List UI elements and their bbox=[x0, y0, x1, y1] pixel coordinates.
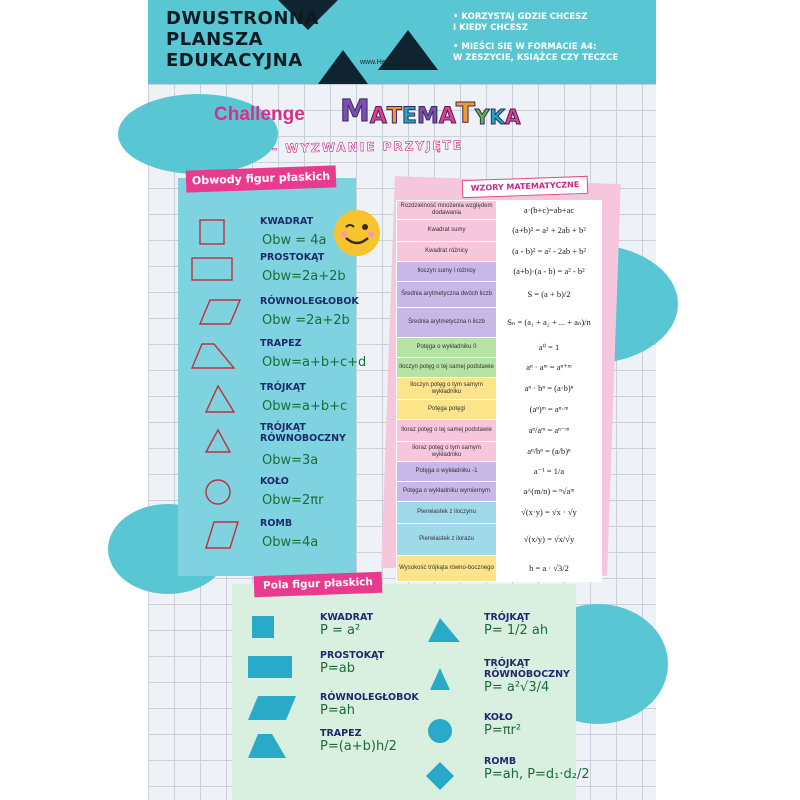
title-letter: T bbox=[455, 96, 475, 129]
area-formula: P = a² bbox=[320, 623, 361, 638]
area-formula: P= a²√3/4 bbox=[484, 680, 550, 695]
perimeter-formula: Obw = 4a bbox=[262, 233, 327, 248]
figure-name: KOŁO bbox=[484, 712, 513, 723]
figure-name: TRÓJKĄT bbox=[260, 382, 306, 393]
title-letter: M bbox=[340, 94, 370, 129]
shape-icon bbox=[188, 296, 248, 332]
shape-icon bbox=[246, 614, 300, 651]
figure-name: PROSTOKĄT bbox=[320, 650, 385, 661]
shape-icon bbox=[188, 252, 248, 288]
formula-value: (a+b)·(a - b) = a² - b² bbox=[497, 262, 602, 282]
formula-value: a⁻¹ = 1/a bbox=[497, 462, 602, 482]
shape-icon bbox=[188, 476, 248, 512]
figure-name: KWADRAT bbox=[320, 612, 374, 623]
formula-name: Potęga o wykładniku wymiernym bbox=[397, 482, 497, 502]
shape-icon bbox=[424, 760, 464, 797]
shape-icon bbox=[424, 662, 464, 699]
header-title-line: PLANSZA bbox=[166, 29, 264, 50]
area-formula: P=(a+b)h/2 bbox=[320, 739, 397, 754]
header-bullet-line: • MIEŚCI SIĘ W FORMACIE A4: bbox=[453, 42, 597, 52]
perimeter-formula: Obw=3a bbox=[262, 453, 319, 468]
header-bullet-line: • KORZYSTAJ GDZIE CHCESZ bbox=[453, 12, 588, 22]
title-letter: T bbox=[386, 104, 402, 129]
formula-row bbox=[397, 220, 602, 242]
wzory-title: WZORY MATEMATYCZNE bbox=[462, 176, 589, 198]
formula-value: (a - b)² = a² - 2ab + b² bbox=[497, 242, 602, 262]
title-letter: A bbox=[504, 105, 521, 129]
formula-value: a^(m/n) = ⁿ√aᵐ bbox=[497, 482, 602, 502]
formula-name: Iloczyn potęg o tym samym wykładniku bbox=[397, 378, 497, 400]
formula-value: S = (a + b)/2 bbox=[497, 282, 602, 308]
pola-title: Pola figur płaskich bbox=[254, 572, 383, 597]
formula-name: Potęga o wykładniku -1 bbox=[397, 462, 497, 482]
pola-item bbox=[320, 692, 419, 718]
header-title bbox=[166, 8, 319, 71]
formula-row bbox=[397, 462, 602, 482]
area-formula: P=ah bbox=[320, 703, 355, 718]
obwody-item bbox=[188, 216, 358, 256]
shape-icon bbox=[188, 422, 248, 458]
formula-row bbox=[397, 358, 602, 378]
obwody-item bbox=[188, 422, 358, 468]
formula-row bbox=[397, 338, 602, 358]
formula-row bbox=[397, 556, 602, 582]
formula-name: Pierwiastek z iloczynu bbox=[397, 502, 497, 524]
figure-name: TRAPEZ bbox=[320, 728, 362, 739]
formula-value: aⁿ/aᵐ = aⁿ⁻ᵐ bbox=[497, 420, 602, 442]
formula-name: Potęga o wykładniku 0 bbox=[397, 338, 497, 358]
formula-row bbox=[397, 524, 602, 556]
figure-name: TRÓJKĄT bbox=[484, 612, 530, 623]
formula-row bbox=[397, 242, 602, 262]
formula-name: Potęga potęgi bbox=[397, 400, 497, 420]
obwody-title: Obwody figur płaskich bbox=[186, 165, 337, 192]
shape-icon bbox=[424, 716, 464, 753]
obwody-item bbox=[188, 518, 358, 558]
obwody-item bbox=[188, 338, 367, 378]
figure-name: TRÓJKĄT RÓWNOBOCZNY bbox=[260, 422, 346, 444]
formula-name: Iloraz potęg o tym samym wykładniku bbox=[397, 442, 497, 462]
formula-name: Pierwiastek z ilorazu bbox=[397, 524, 497, 556]
title-letter: Y bbox=[474, 105, 490, 129]
shape-icon bbox=[188, 338, 248, 374]
wzory-table bbox=[396, 200, 602, 582]
shape-icon bbox=[246, 652, 300, 689]
formula-row bbox=[397, 201, 602, 220]
shape-icon bbox=[246, 694, 300, 731]
title-letter: E bbox=[401, 104, 417, 129]
main-title bbox=[340, 94, 520, 129]
pola-item bbox=[320, 650, 384, 676]
pola-item bbox=[320, 728, 397, 754]
area-formula: P=ab bbox=[320, 661, 355, 676]
shape-icon bbox=[188, 382, 248, 418]
formula-row bbox=[397, 502, 602, 524]
header-url: www.Henry.net.pl bbox=[360, 59, 414, 66]
formula-value: aⁿ/bⁿ = (a/b)ⁿ bbox=[497, 442, 602, 462]
formula-row bbox=[397, 262, 602, 282]
title-letter: K bbox=[489, 105, 505, 129]
obwody-item bbox=[188, 252, 358, 292]
header-decoration bbox=[318, 50, 368, 84]
formula-row bbox=[397, 482, 602, 502]
shape-icon bbox=[188, 518, 248, 554]
figure-name: ROMB bbox=[260, 518, 293, 529]
perimeter-formula: Obw=a+b+c bbox=[262, 399, 348, 414]
formula-row bbox=[397, 378, 602, 400]
formula-row bbox=[397, 400, 602, 420]
figure-name: ROMB bbox=[484, 756, 517, 767]
obwody-item bbox=[188, 296, 358, 336]
perimeter-formula: Obw=a+b+c+d bbox=[262, 355, 367, 370]
header-title-line: DWUSTRONNA bbox=[166, 8, 319, 29]
formula-value: a⁰ = 1 bbox=[497, 338, 602, 358]
shape-icon bbox=[424, 616, 464, 653]
formula-value: (aⁿ)ᵐ = aⁿ·ᵐ bbox=[497, 400, 602, 420]
subtitle: - WYZWANIE PRZYJĘTE bbox=[271, 138, 464, 156]
formula-name: Kwadrat różnicy bbox=[397, 242, 497, 262]
formula-value: √(x·y) = √x · √y bbox=[497, 502, 602, 524]
formula-value: a·(b+c)=ab+ac bbox=[497, 201, 602, 220]
formula-name: Kwadrat sumy bbox=[397, 220, 497, 242]
area-formula: P= 1/2 ah bbox=[484, 623, 549, 638]
figure-name: KOŁO bbox=[260, 476, 289, 487]
shape-icon bbox=[188, 216, 248, 252]
challenge-label: Challenge bbox=[214, 104, 305, 125]
formula-name: Rozdzielność mnożenia względem dodawania bbox=[397, 201, 497, 220]
formula-row bbox=[397, 420, 602, 442]
pola-item bbox=[484, 712, 521, 738]
header-band bbox=[148, 0, 656, 84]
figure-name: RÓWNOLEGŁOBOK bbox=[260, 296, 359, 307]
formula-name: Iloczyn potęg o tej samej podstawie bbox=[397, 358, 497, 378]
formula-row bbox=[397, 282, 602, 308]
figure-name: RÓWNOLEGŁOBOK bbox=[320, 692, 419, 703]
formula-row bbox=[397, 442, 602, 462]
perimeter-formula: Obw=4a bbox=[262, 535, 319, 550]
formula-value: Sₙ = (a₁ + a₂ + ... + aₙ)/n bbox=[497, 308, 602, 338]
formula-name: Iloraz potęg o tej samej podstawie bbox=[397, 420, 497, 442]
formula-name: Wysokość trójkąta równo-bocznego bbox=[397, 556, 497, 582]
formula-row bbox=[397, 308, 602, 338]
formula-value: h = a · √3/2 bbox=[497, 556, 602, 582]
pola-item bbox=[484, 612, 548, 638]
pola-item bbox=[320, 612, 373, 638]
header-bullets bbox=[453, 12, 618, 64]
figure-name: PROSTOKĄT bbox=[260, 252, 325, 263]
header-title-line: EDUKACYJNA bbox=[166, 50, 303, 71]
figure-name: KWADRAT bbox=[260, 216, 314, 227]
area-formula: P=πr² bbox=[484, 723, 522, 738]
pola-item bbox=[484, 756, 590, 782]
figure-name: TRÓJKĄT RÓWNOBOCZNY bbox=[484, 658, 570, 680]
formula-name: Iloczyn sumy i różnicy bbox=[397, 262, 497, 282]
perimeter-formula: Obw =2a+2b bbox=[262, 313, 350, 328]
title-letter: A bbox=[438, 104, 456, 129]
perimeter-formula: Obw=2πr bbox=[262, 493, 324, 508]
obwody-item bbox=[188, 476, 358, 516]
formula-value: aⁿ · bⁿ = (a·b)ⁿ bbox=[497, 378, 602, 400]
area-formula: P=ah, P=d₁·d₂/2 bbox=[484, 767, 590, 782]
title-letter: A bbox=[369, 104, 387, 129]
title-letter: M bbox=[416, 104, 439, 129]
formula-value: √(x/y) = √x/√y bbox=[497, 524, 602, 556]
formula-name: Średnia arytmetyczna n liczb bbox=[397, 308, 497, 338]
header-bullet-line: W ZESZYCIE, KSIĄŻCE CZY TECZCE bbox=[453, 53, 619, 63]
shape-icon bbox=[246, 730, 300, 767]
formula-value: aⁿ · aᵐ = aⁿ⁺ᵐ bbox=[497, 358, 602, 378]
pola-item bbox=[484, 658, 570, 695]
header-bullet-line: I KIEDY CHCESZ bbox=[453, 23, 528, 33]
perimeter-formula: Obw=2a+2b bbox=[262, 269, 346, 284]
formula-value: (a+b)² = a² + 2ab + b² bbox=[497, 220, 602, 242]
formula-name: Średnia arytmetyczna dwóch liczb bbox=[397, 282, 497, 308]
obwody-item bbox=[188, 382, 358, 422]
figure-name: TRAPEZ bbox=[260, 338, 302, 349]
